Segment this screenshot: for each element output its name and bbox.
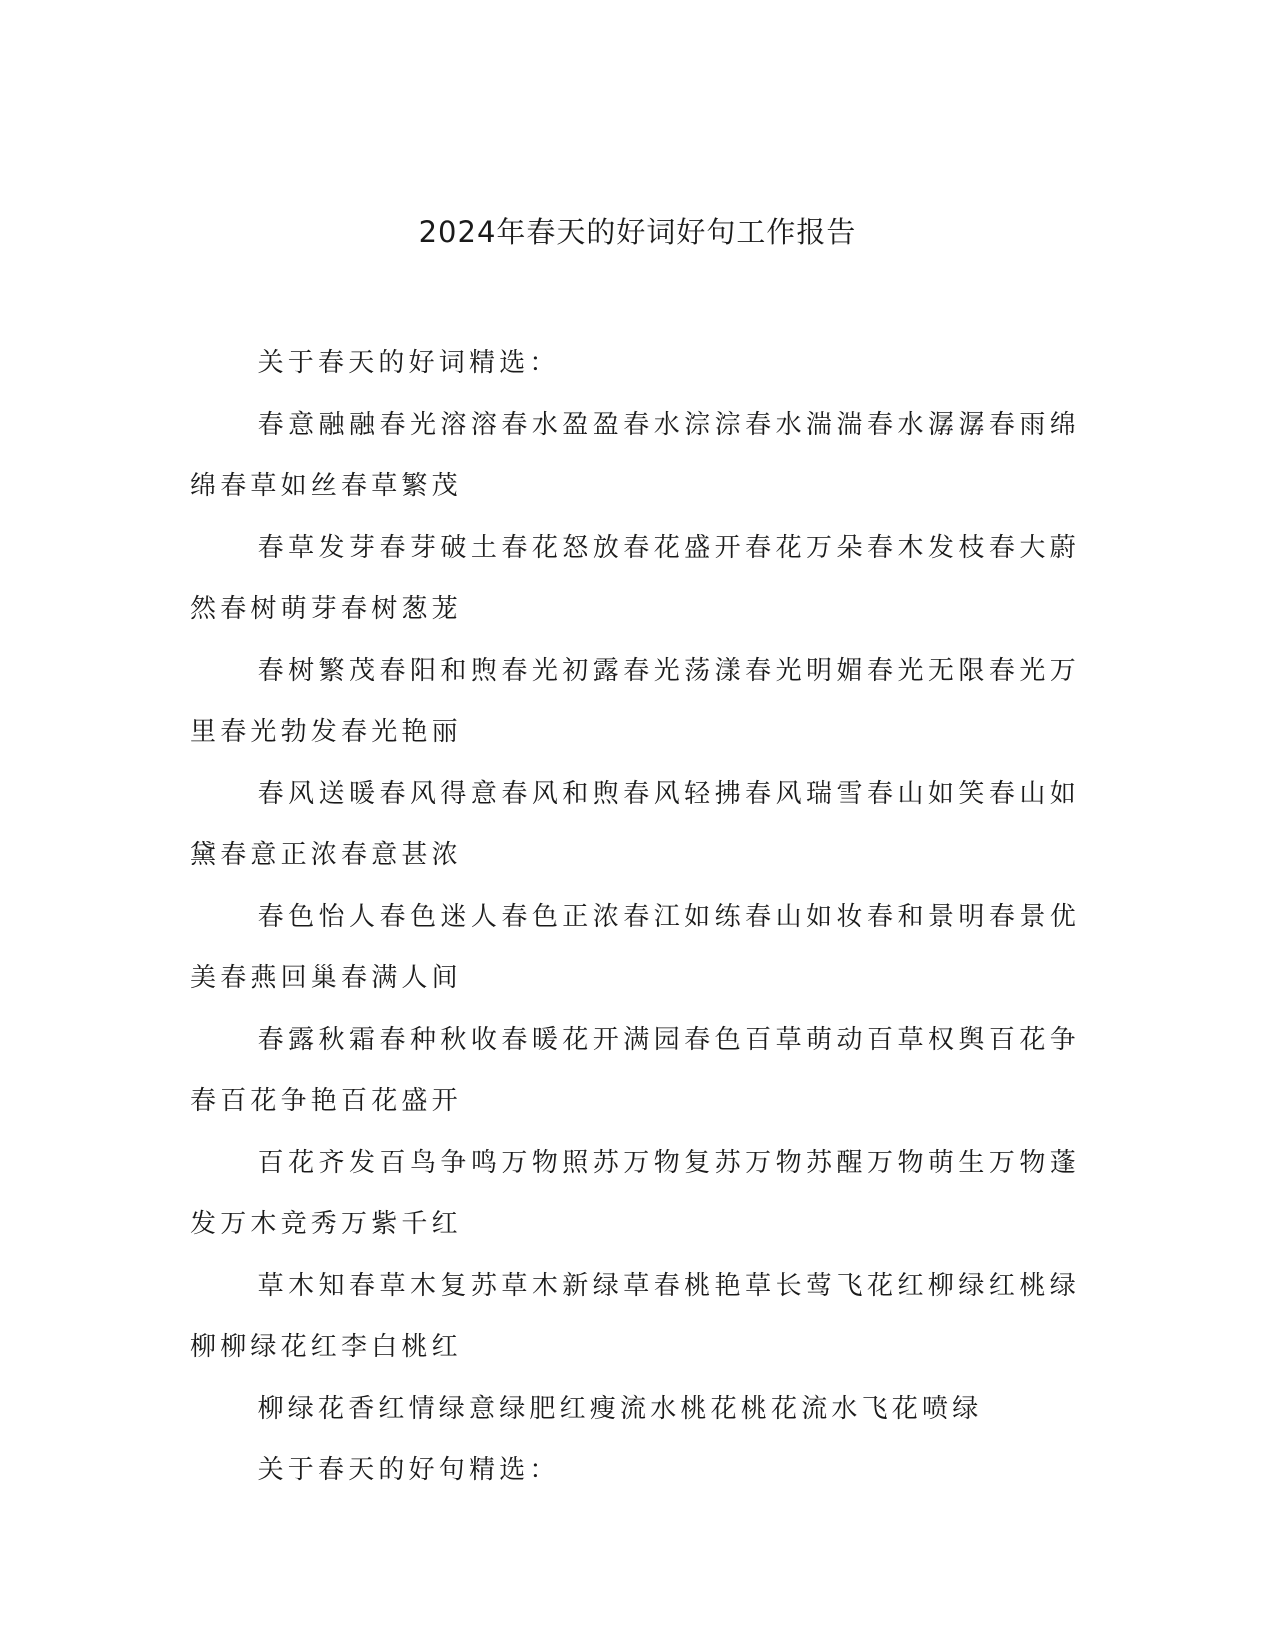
word-list-paragraph: 百花齐发百鸟争鸣万物照苏万物复苏万物苏醒万物萌生万物蓬发万木竞秀万紫千红 — [190, 1147, 1080, 1239]
word-list-paragraph: 柳绿花香红情绿意绿肥红瘦流水桃花桃花流水飞花喷绿 — [257, 1393, 983, 1424]
word-list-paragraph: 春树繁茂春阳和煦春光初露春光荡漾春光明媚春光无限春光万里春光勃发春光艳丽 — [190, 655, 1080, 747]
word-list-paragraph: 春风送暖春风得意春风和煦春风轻拂春风瑞雪春山如笑春山如黛春意正浓春意甚浓 — [190, 778, 1080, 870]
section-heading-sentences: 关于春天的好句精选： — [257, 1455, 560, 1485]
word-list-paragraph: 春意融融春光溶溶春水盈盈春水淙淙春水湍湍春水潺潺春雨绵绵春草如丝春草繁茂 — [190, 409, 1080, 501]
section-heading-words: 关于春天的好词精选： — [257, 348, 560, 378]
document-body — [190, 333, 1080, 1502]
document-title: 2024年春天的好词好句工作报告 — [418, 215, 857, 249]
word-list-paragraph: 春色怡人春色迷人春色正浓春江如练春山如妆春和景明春景优美春燕回巢春满人间 — [190, 901, 1080, 993]
word-list-paragraph: 春草发芽春芽破土春花怒放春花盛开春花万朵春木发枝春大蔚然春树萌芽春树葱茏 — [190, 532, 1080, 624]
word-list-paragraph: 草木知春草木复苏草木新绿草春桃艳草长莺飞花红柳绿红桃绿柳柳绿花红李白桃红 — [190, 1270, 1080, 1362]
word-list-paragraph: 春露秋霜春种秋收春暖花开满园春色百草萌动百草权舆百花争春百花争艳百花盛开 — [190, 1024, 1080, 1116]
